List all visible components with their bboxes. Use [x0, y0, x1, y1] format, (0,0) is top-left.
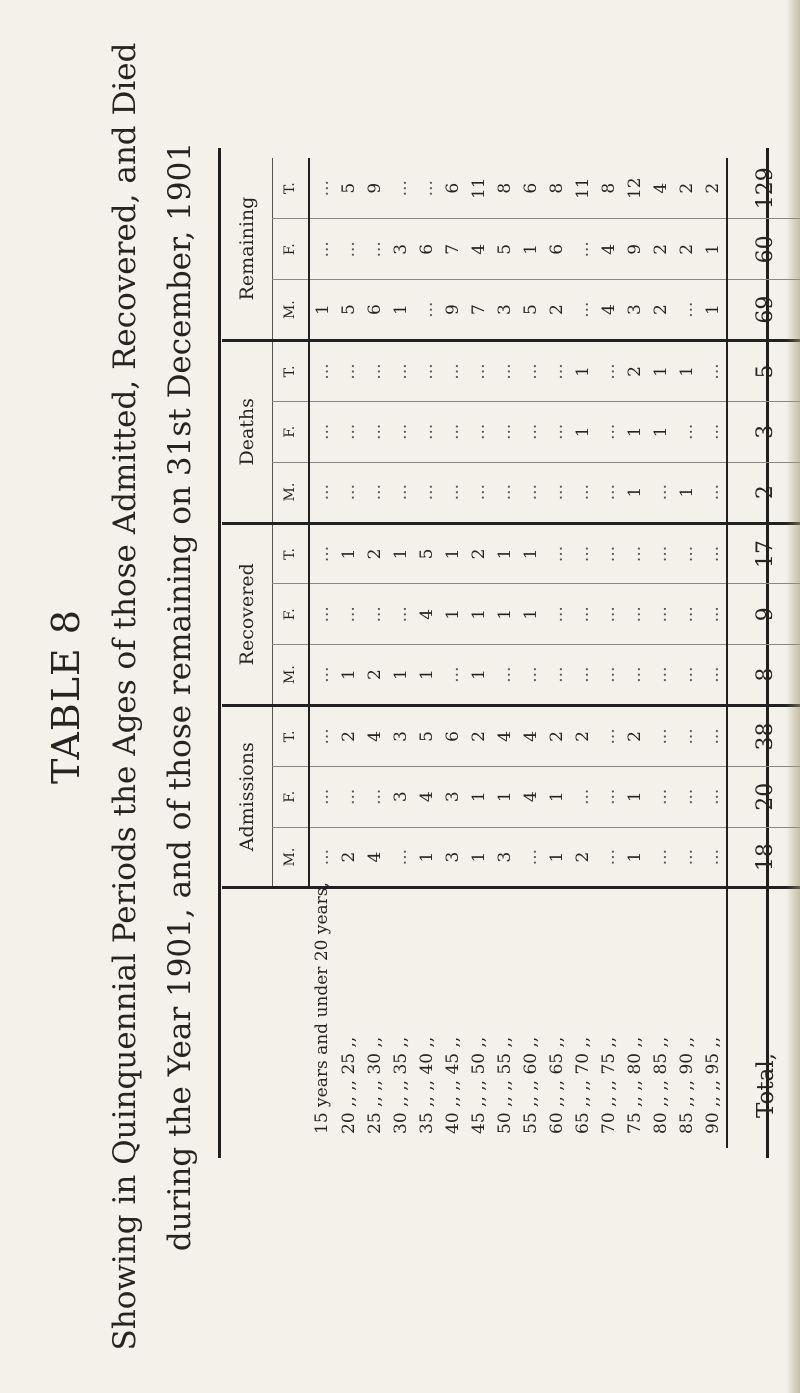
- remaining-male-header: M.: [272, 280, 309, 341]
- remaining-male-cell: ...: [414, 280, 440, 341]
- remaining-male-cell: 1: [700, 280, 727, 341]
- remaining-male-cell: 2: [544, 280, 570, 341]
- deaths-total-cell: ...: [362, 341, 388, 402]
- deaths-total-cell: 1: [648, 341, 674, 402]
- admissions-female-cell: 1: [492, 766, 518, 827]
- age-range-label: 30 ,, ,, 35 ,,: [390, 1036, 411, 1134]
- admissions-male-header: M.: [272, 827, 309, 888]
- remaining-total-cell: 2: [674, 158, 700, 219]
- deaths-female-cell: ...: [309, 401, 336, 462]
- admissions-total-cell: 2: [622, 706, 648, 767]
- table-row: [440, 158, 466, 1148]
- deaths-male-cell: ...: [336, 462, 362, 523]
- remaining-male-cell: 3: [622, 280, 648, 341]
- admissions-total-cell: ...: [309, 706, 336, 767]
- admissions-female-cell: ...: [336, 766, 362, 827]
- recovered-male-cell: 1: [336, 645, 362, 706]
- table-row: [596, 158, 622, 1148]
- deaths-male-cell: ...: [362, 462, 388, 523]
- deaths-male-cell: ...: [440, 462, 466, 523]
- total-label: Total,: [727, 888, 800, 1148]
- admissions-male-cell: 1: [622, 827, 648, 888]
- remaining-male-cell: ...: [570, 280, 596, 341]
- total-deaths-total: 5: [727, 341, 800, 402]
- remaining-female-cell: 7: [440, 219, 466, 280]
- table-row: [388, 158, 414, 1148]
- deaths-male-cell: 1: [674, 462, 700, 523]
- deaths-total-cell: ...: [440, 341, 466, 402]
- remaining-female-cell: ...: [336, 219, 362, 280]
- remaining-male-cell: 5: [336, 280, 362, 341]
- deaths-female-cell: ...: [336, 401, 362, 462]
- admissions-female-cell: 1: [622, 766, 648, 827]
- total-recovered-male: 8: [727, 645, 800, 706]
- admissions-male-cell: 3: [492, 827, 518, 888]
- admissions-male-cell: ...: [648, 827, 674, 888]
- deaths-total-cell: ...: [596, 341, 622, 402]
- page-edge-shadow: [786, 0, 800, 1393]
- table-row: [648, 158, 674, 1148]
- recovered-total-cell: 1: [388, 523, 414, 584]
- deaths-female-cell: ...: [700, 401, 727, 462]
- admissions-female-cell: 1: [544, 766, 570, 827]
- admissions-male-cell: 1: [466, 827, 492, 888]
- remaining-male-cell: 5: [518, 280, 544, 341]
- age-range-label: 90 ,, ,, 95 ,,: [702, 1036, 723, 1134]
- admissions-total-cell: 4: [492, 706, 518, 767]
- recovered-male-cell: ...: [544, 645, 570, 706]
- remaining-female-cell: 2: [674, 219, 700, 280]
- age-range-label: 65 ,, ,, 70 ,,: [572, 1036, 593, 1134]
- total-admissions-female: 20: [727, 766, 800, 827]
- admissions-header: Admissions: [222, 706, 272, 888]
- deaths-male-cell: ...: [518, 462, 544, 523]
- age-statistics-table: [222, 158, 800, 1148]
- admissions-female-cell: 4: [414, 766, 440, 827]
- remaining-total-cell: 8: [596, 158, 622, 219]
- remaining-female-cell: 1: [518, 219, 544, 280]
- admissions-male-cell: ...: [596, 827, 622, 888]
- total-recovered-female: 9: [727, 584, 800, 645]
- deaths-total-cell: 1: [674, 341, 700, 402]
- admissions-female-cell: ...: [596, 766, 622, 827]
- table-row: [570, 158, 596, 1148]
- table-row: [700, 158, 727, 1148]
- recovered-male-cell: ...: [440, 645, 466, 706]
- admissions-total-cell: 2: [570, 706, 596, 767]
- remaining-male-cell: 2: [648, 280, 674, 341]
- deaths-male-cell: ...: [309, 462, 336, 523]
- recovered-female-cell: ...: [674, 584, 700, 645]
- admissions-male-cell: 3: [440, 827, 466, 888]
- recovered-male-cell: ...: [309, 645, 336, 706]
- admissions-female-cell: ...: [309, 766, 336, 827]
- deaths-female-cell: ...: [466, 401, 492, 462]
- table-row: [674, 158, 700, 1148]
- admissions-total-cell: 6: [440, 706, 466, 767]
- remaining-male-cell: 6: [362, 280, 388, 341]
- remaining-female-cell: 4: [466, 219, 492, 280]
- admissions-female-cell: 3: [440, 766, 466, 827]
- recovered-female-cell: ...: [362, 584, 388, 645]
- recovered-total-cell: 2: [466, 523, 492, 584]
- recovered-female-cell: 1: [440, 584, 466, 645]
- deaths-female-cell: ...: [362, 401, 388, 462]
- recovered-male-cell: ...: [518, 645, 544, 706]
- admissions-total-cell: ...: [596, 706, 622, 767]
- recovered-female-cell: 1: [518, 584, 544, 645]
- remaining-female-cell: 9: [622, 219, 648, 280]
- table-title: TABLE 8: [44, 609, 88, 784]
- deaths-female-cell: ...: [596, 401, 622, 462]
- remaining-female-cell: 6: [544, 219, 570, 280]
- age-range-label: 20 ,, ,, 25 ,,: [338, 1036, 359, 1134]
- recovered-male-header: M.: [272, 645, 309, 706]
- remaining-male-cell: 9: [440, 280, 466, 341]
- deaths-male-cell: ...: [388, 462, 414, 523]
- table-row: [336, 158, 362, 1148]
- age-column-header: [222, 888, 309, 1148]
- recovered-female-cell: ...: [336, 584, 362, 645]
- deaths-total-cell: ...: [492, 341, 518, 402]
- total-remaining-female: 60: [727, 219, 800, 280]
- recovered-total-cell: 1: [518, 523, 544, 584]
- recovered-female-header: F.: [272, 584, 309, 645]
- recovered-male-cell: 1: [414, 645, 440, 706]
- deaths-total-cell: ...: [544, 341, 570, 402]
- recovered-total-cell: ...: [674, 523, 700, 584]
- recovered-female-cell: 1: [492, 584, 518, 645]
- recovered-total-cell: ...: [622, 523, 648, 584]
- deaths-female-cell: ...: [414, 401, 440, 462]
- recovered-female-cell: 1: [466, 584, 492, 645]
- remaining-female-cell: 6: [414, 219, 440, 280]
- admissions-female-cell: ...: [362, 766, 388, 827]
- remaining-total-cell: 4: [648, 158, 674, 219]
- table-row: [362, 158, 388, 1148]
- recovered-male-cell: ...: [596, 645, 622, 706]
- admissions-total-cell: ...: [674, 706, 700, 767]
- recovered-female-cell: ...: [544, 584, 570, 645]
- remaining-total-cell: 6: [440, 158, 466, 219]
- admissions-total-cell: 2: [336, 706, 362, 767]
- total-admissions-total: 38: [727, 706, 800, 767]
- recovered-female-cell: ...: [700, 584, 727, 645]
- remaining-male-cell: ...: [674, 280, 700, 341]
- admissions-total-cell: 2: [466, 706, 492, 767]
- recovered-total-cell: ...: [309, 523, 336, 584]
- remaining-male-cell: 4: [596, 280, 622, 341]
- deaths-total-cell: 1: [570, 341, 596, 402]
- deaths-total-cell: ...: [309, 341, 336, 402]
- recovered-total-cell: ...: [570, 523, 596, 584]
- admissions-total-cell: 2: [544, 706, 570, 767]
- remaining-male-cell: 1: [388, 280, 414, 341]
- age-range-label: 40 ,, ,, 45 ,,: [442, 1036, 463, 1134]
- admissions-female-cell: 4: [518, 766, 544, 827]
- deaths-female-cell: 1: [570, 401, 596, 462]
- deaths-male-cell: ...: [414, 462, 440, 523]
- deaths-total-cell: ...: [336, 341, 362, 402]
- recovered-total-cell: 2: [362, 523, 388, 584]
- age-range-label: 25 ,, ,, 30 ,,: [364, 1036, 385, 1134]
- recovered-female-cell: ...: [388, 584, 414, 645]
- deaths-male-cell: ...: [544, 462, 570, 523]
- remaining-female-header: F.: [272, 219, 309, 280]
- table-row: [309, 158, 336, 1148]
- admissions-total-header: T.: [272, 706, 309, 767]
- deaths-male-cell: ...: [596, 462, 622, 523]
- table-row: [544, 158, 570, 1148]
- recovered-male-cell: ...: [648, 645, 674, 706]
- recovered-female-cell: ...: [622, 584, 648, 645]
- recovered-male-cell: ...: [674, 645, 700, 706]
- recovered-female-cell: 4: [414, 584, 440, 645]
- table-body: [309, 158, 727, 1148]
- remaining-total-cell: ...: [309, 158, 336, 219]
- admissions-male-cell: ...: [674, 827, 700, 888]
- recovered-total-cell: ...: [596, 523, 622, 584]
- remaining-total-cell: 11: [570, 158, 596, 219]
- table-subtitle-line1: Showing in Quinquennial Periods the Ages of those Admitted, Recovered, and Died: [107, 42, 143, 1351]
- admissions-male-cell: 2: [336, 827, 362, 888]
- admissions-total-cell: 4: [362, 706, 388, 767]
- remaining-female-cell: 1: [700, 219, 727, 280]
- total-recovered-total: 17: [727, 523, 800, 584]
- recovered-total-cell: 1: [492, 523, 518, 584]
- remaining-total-cell: 6: [518, 158, 544, 219]
- table-row: [518, 158, 544, 1148]
- admissions-male-cell: ...: [518, 827, 544, 888]
- remaining-total-cell: 8: [544, 158, 570, 219]
- admissions-total-cell: 3: [388, 706, 414, 767]
- admissions-male-cell: 1: [414, 827, 440, 888]
- deaths-header: Deaths: [222, 341, 272, 523]
- remaining-female-cell: 2: [648, 219, 674, 280]
- remaining-total-cell: 9: [362, 158, 388, 219]
- deaths-female-cell: ...: [440, 401, 466, 462]
- total-admissions-male: 18: [727, 827, 800, 888]
- remaining-female-cell: 3: [388, 219, 414, 280]
- admissions-total-cell: 4: [518, 706, 544, 767]
- table-row: [622, 158, 648, 1148]
- remaining-male-cell: 3: [492, 280, 518, 341]
- table-row: [492, 158, 518, 1148]
- table-subtitle-line2: during the Year 1901, and of those remaining on 31st December, 1901: [162, 141, 198, 1252]
- age-range-label: 55 ,, ,, 60 ,,: [520, 1036, 541, 1134]
- remaining-total-cell: 8: [492, 158, 518, 219]
- recovered-male-cell: 1: [388, 645, 414, 706]
- remaining-total-cell: ...: [414, 158, 440, 219]
- recovered-total-cell: 1: [440, 523, 466, 584]
- deaths-total-cell: ...: [518, 341, 544, 402]
- deaths-male-cell: ...: [466, 462, 492, 523]
- remaining-female-cell: ...: [570, 219, 596, 280]
- recovered-header: Recovered: [222, 523, 272, 705]
- remaining-female-cell: ...: [362, 219, 388, 280]
- admissions-total-cell: ...: [700, 706, 727, 767]
- deaths-total-header: T.: [272, 341, 309, 402]
- recovered-male-cell: ...: [570, 645, 596, 706]
- deaths-female-cell: ...: [544, 401, 570, 462]
- deaths-female-cell: 1: [622, 401, 648, 462]
- age-range-label: 15 years and under 20 years,: [312, 882, 332, 1134]
- recovered-female-cell: ...: [570, 584, 596, 645]
- deaths-male-cell: ...: [492, 462, 518, 523]
- recovered-female-cell: ...: [648, 584, 674, 645]
- total-remaining-total: 129: [727, 158, 800, 219]
- admissions-male-cell: ...: [309, 827, 336, 888]
- recovered-male-cell: ...: [700, 645, 727, 706]
- age-range-label: 35 ,, ,, 40 ,,: [416, 1036, 437, 1134]
- recovered-total-header: T.: [272, 523, 309, 584]
- deaths-total-cell: ...: [700, 341, 727, 402]
- recovered-female-cell: ...: [309, 584, 336, 645]
- admissions-male-cell: 2: [570, 827, 596, 888]
- deaths-female-cell: ...: [674, 401, 700, 462]
- total-deaths-female: 3: [727, 401, 800, 462]
- admissions-female-cell: ...: [648, 766, 674, 827]
- admissions-male-cell: ...: [700, 827, 727, 888]
- admissions-female-cell: ...: [700, 766, 727, 827]
- remaining-total-cell: 5: [336, 158, 362, 219]
- admissions-male-cell: ...: [388, 827, 414, 888]
- admissions-total-cell: ...: [648, 706, 674, 767]
- deaths-female-header: F.: [272, 401, 309, 462]
- deaths-female-cell: ...: [518, 401, 544, 462]
- table-row: [414, 158, 440, 1148]
- age-range-label: 70 ,, ,, 75 ,,: [598, 1036, 619, 1134]
- recovered-total-cell: ...: [544, 523, 570, 584]
- age-range-label: 80 ,, ,, 85 ,,: [650, 1036, 671, 1134]
- recovered-total-cell: ...: [648, 523, 674, 584]
- recovered-male-cell: ...: [622, 645, 648, 706]
- deaths-male-cell: 1: [622, 462, 648, 523]
- remaining-total-cell: 12: [622, 158, 648, 219]
- admissions-female-cell: ...: [570, 766, 596, 827]
- recovered-total-cell: ...: [700, 523, 727, 584]
- age-range-label: 60 ,, ,, 65 ,,: [546, 1036, 567, 1134]
- remaining-female-cell: 4: [596, 219, 622, 280]
- deaths-female-cell: 1: [648, 401, 674, 462]
- table-row: [466, 158, 492, 1148]
- deaths-male-header: M.: [272, 462, 309, 523]
- recovered-male-cell: ...: [492, 645, 518, 706]
- remaining-male-cell: 1: [309, 280, 336, 341]
- remaining-total-cell: ...: [388, 158, 414, 219]
- admissions-female-header: F.: [272, 766, 309, 827]
- admissions-male-cell: 1: [544, 827, 570, 888]
- deaths-male-cell: ...: [648, 462, 674, 523]
- admissions-female-cell: ...: [674, 766, 700, 827]
- recovered-male-cell: 1: [466, 645, 492, 706]
- remaining-female-cell: 5: [492, 219, 518, 280]
- remaining-header: Remaining: [222, 158, 272, 341]
- admissions-total-cell: 5: [414, 706, 440, 767]
- recovered-male-cell: 2: [362, 645, 388, 706]
- admissions-female-cell: 3: [388, 766, 414, 827]
- admissions-female-cell: 1: [466, 766, 492, 827]
- remaining-total-header: T.: [272, 158, 309, 219]
- total-remaining-male: 69: [727, 280, 800, 341]
- age-range-label: 50 ,, ,, 55 ,,: [494, 1036, 515, 1134]
- remaining-total-cell: 2: [700, 158, 727, 219]
- deaths-total-cell: 2: [622, 341, 648, 402]
- age-range-label: 75 ,, ,, 80 ,,: [624, 1036, 645, 1134]
- remaining-total-cell: 11: [466, 158, 492, 219]
- recovered-total-cell: 5: [414, 523, 440, 584]
- admissions-male-cell: 4: [362, 827, 388, 888]
- deaths-female-cell: ...: [388, 401, 414, 462]
- deaths-total-cell: ...: [466, 341, 492, 402]
- remaining-male-cell: 7: [466, 280, 492, 341]
- deaths-total-cell: ...: [414, 341, 440, 402]
- age-range-label: 45 ,, ,, 50 ,,: [468, 1036, 489, 1134]
- deaths-female-cell: ...: [492, 401, 518, 462]
- remaining-female-cell: ...: [309, 219, 336, 280]
- deaths-male-cell: ...: [570, 462, 596, 523]
- deaths-male-cell: ...: [700, 462, 727, 523]
- total-deaths-male: 2: [727, 462, 800, 523]
- deaths-total-cell: ...: [388, 341, 414, 402]
- age-range-label: 85 ,, ,, 90 ,,: [676, 1036, 697, 1134]
- recovered-total-cell: 1: [336, 523, 362, 584]
- recovered-female-cell: ...: [596, 584, 622, 645]
